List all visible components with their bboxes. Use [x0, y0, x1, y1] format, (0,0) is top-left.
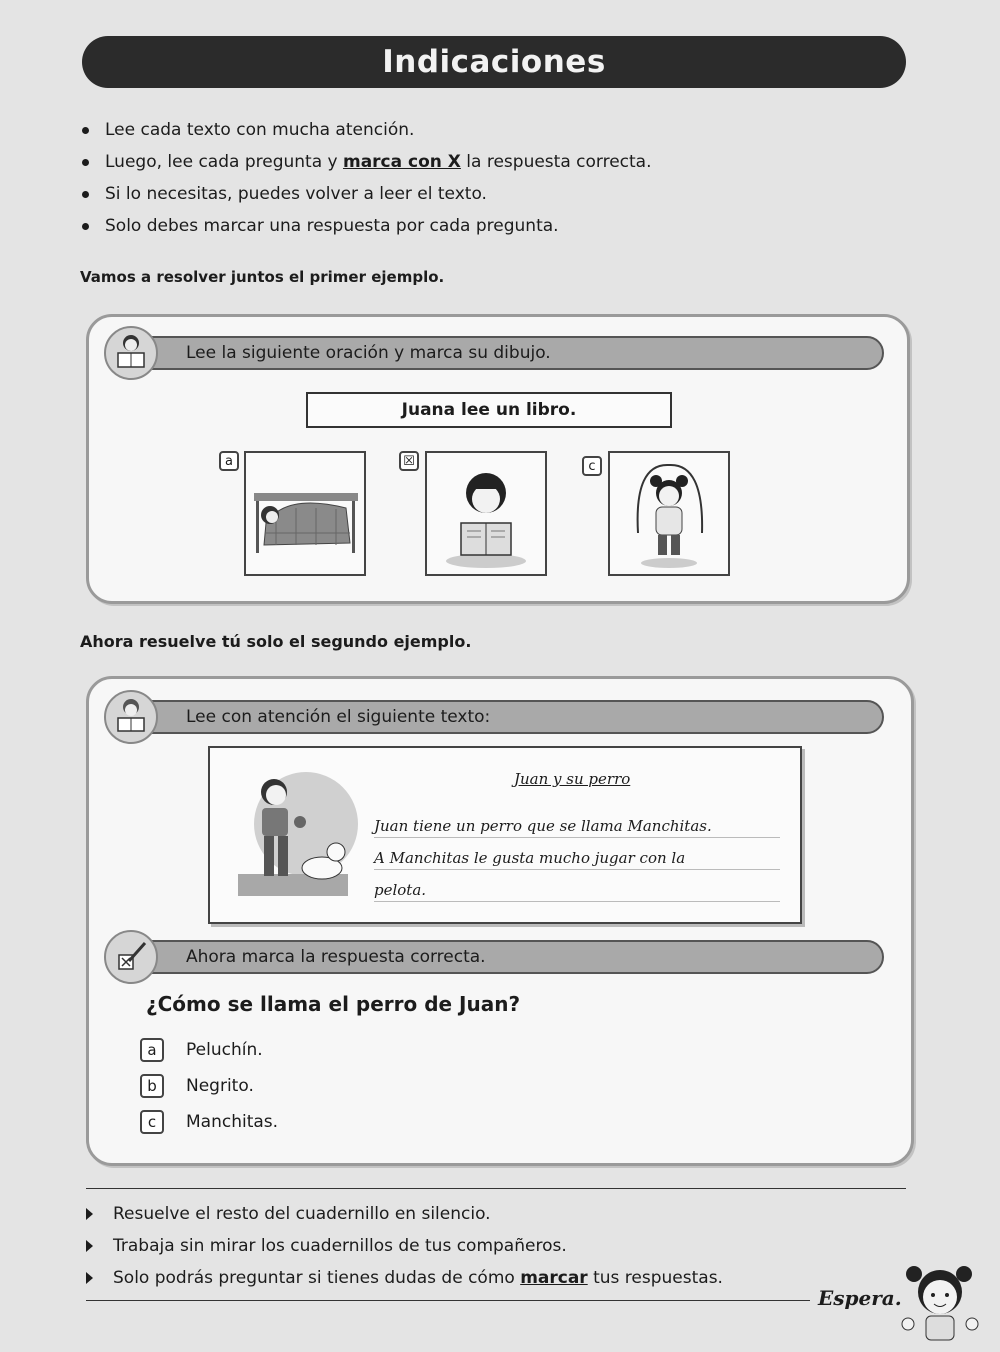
option-a-checkbox[interactable]: a [219, 451, 239, 471]
option-label: Negrito. [186, 1076, 254, 1096]
answer-option-b[interactable] [140, 1068, 278, 1104]
bullet-icon [82, 127, 89, 134]
footer-item: Solo podrás preguntar si tienes dudas de cómo marcar tus respuestas. [86, 1262, 906, 1294]
story-line: A Manchitas le gusta mucho jugar con la [374, 842, 780, 870]
sleeping-child-image [244, 451, 366, 576]
instruction-text: Solo debes marcar una respuesta por cada pregunta. [105, 216, 559, 236]
bullet-arrow-icon [86, 1208, 93, 1220]
answer-options [140, 1032, 278, 1140]
footer-instructions [86, 1198, 906, 1294]
instructions-list [78, 114, 928, 242]
footer-bottom-rule [86, 1300, 810, 1301]
footer-item: Resuelve el resto del cuadernillo en silencio. [86, 1198, 906, 1230]
bullet-icon [82, 191, 89, 198]
reading-child-icon [104, 326, 158, 380]
option-b-checkbox[interactable]: b [140, 1074, 164, 1098]
example2-lead: Ahora resuelve tú solo el segundo ejemplo. [80, 632, 472, 651]
instruction-item [78, 178, 928, 210]
option-c-checkbox[interactable]: c [582, 456, 602, 476]
option-a-checkbox[interactable]: a [140, 1038, 164, 1062]
example1-prompt: Lee la siguiente oración y marca su dibujo. [186, 343, 551, 363]
instruction-item [78, 210, 928, 242]
footer-item: Trabaja sin mirar los cuadernillos de tus compañeros. [86, 1230, 906, 1262]
jump-rope-girl-image [608, 451, 730, 576]
option-b-checkbox[interactable]: ☒ [399, 451, 419, 471]
instruction-text: Luego, lee cada pregunta y marca con X la respuesta correcta. [105, 152, 652, 172]
story-title: Juan y su perro [514, 770, 631, 788]
wait-label: Espera. [818, 1286, 902, 1310]
bullet-arrow-icon [86, 1240, 93, 1252]
answer-instruction-strip [142, 940, 884, 974]
bullet-arrow-icon [86, 1272, 93, 1284]
pencil-checkbox-icon [104, 930, 158, 984]
emphasis-text: marca con X [342, 152, 461, 172]
story-panel [208, 746, 802, 924]
title-bar [82, 36, 906, 88]
sentence-text: Juana lee un libro. [401, 400, 577, 420]
page-title: Indicaciones [382, 44, 606, 80]
example2-instruction-strip [142, 700, 884, 734]
answer-prompt: Ahora marca la respuesta correcta. [186, 947, 486, 967]
instruction-item [78, 114, 928, 146]
answer-option-c[interactable] [140, 1104, 278, 1140]
question-text: ¿Cómo se llama el perro de Juan? [146, 992, 521, 1016]
instruction-item [78, 146, 928, 178]
bullet-icon [82, 223, 89, 230]
sentence-box [306, 392, 672, 428]
bullet-icon [82, 159, 89, 166]
waving-girl-icon [900, 1262, 980, 1344]
example2-prompt: Lee con atención el siguiente texto: [186, 707, 491, 727]
option-c-checkbox[interactable]: c [140, 1110, 164, 1134]
example1-lead: Vamos a resolver juntos el primer ejemplo. [80, 268, 445, 286]
boy-with-dog-image [224, 762, 364, 908]
example1-instruction-strip [142, 336, 884, 370]
answer-option-a[interactable] [140, 1032, 278, 1068]
story-line: pelota. [374, 874, 780, 902]
option-label: Peluchín. [186, 1040, 263, 1060]
story-line: Juan tiene un perro que se llama Manchitas. [374, 810, 780, 838]
instruction-text: Lee cada texto con mucha atención. [105, 120, 415, 140]
footer-top-rule [86, 1188, 906, 1189]
reading-girl-image [425, 451, 547, 576]
instruction-text: Si lo necesitas, puedes volver a leer el texto. [105, 184, 487, 204]
reading-boy-icon [104, 690, 158, 744]
emphasis-text: marcar [520, 1268, 588, 1288]
option-label: Manchitas. [186, 1112, 279, 1132]
